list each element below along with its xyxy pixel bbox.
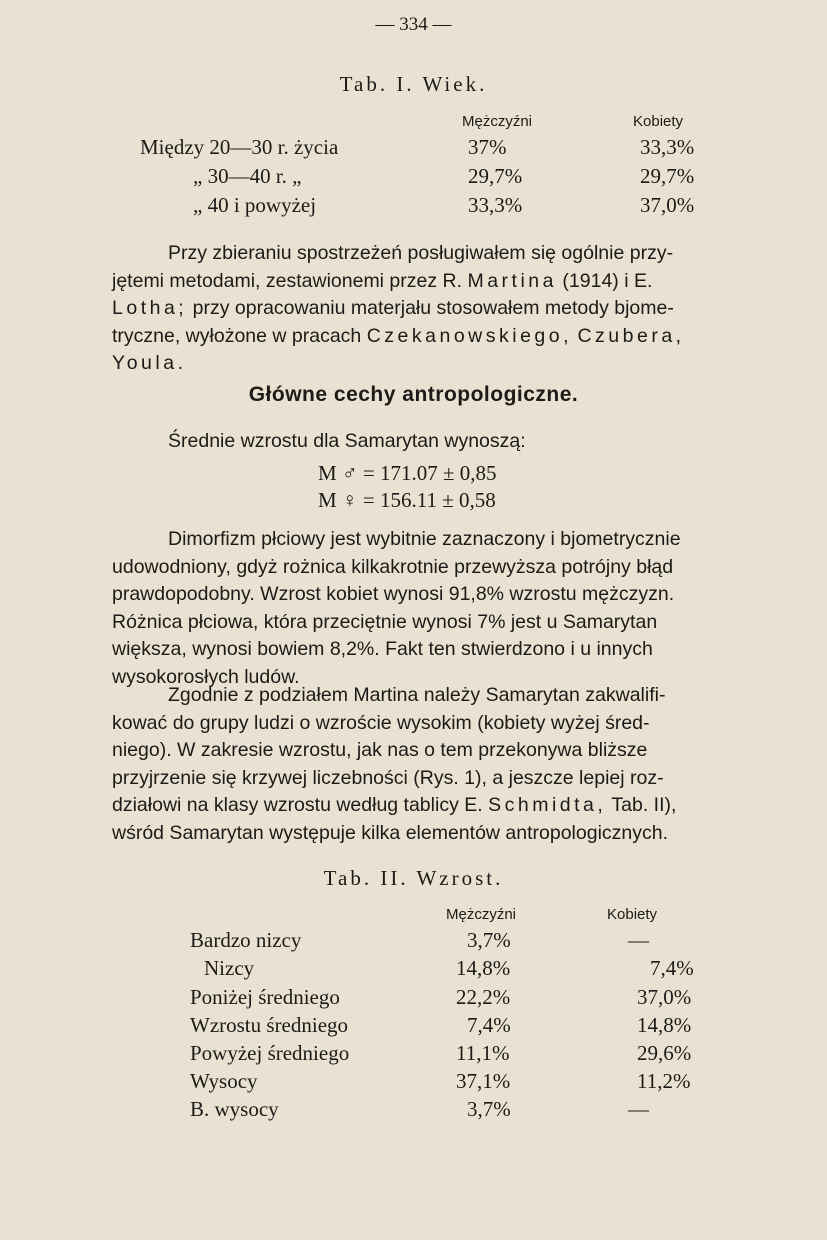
text-line: Średnie wzrostu dla Samarytan wynoszą: xyxy=(168,430,526,452)
table1-row xyxy=(0,164,827,192)
text-line xyxy=(112,295,750,323)
table2-row xyxy=(0,928,827,956)
table2-row xyxy=(0,1041,827,1069)
table2-row-men: 3,7% xyxy=(467,1097,511,1121)
text-segment: jętemi metodami, zestawionemi przez R. xyxy=(112,269,463,292)
table2-title: Tab. II. Wzrost. xyxy=(323,866,504,890)
author-name: Czekanowskiego, xyxy=(366,324,573,347)
table2-row-label: Poniżej średniego xyxy=(190,985,340,1009)
table2-row-men: 3,7% xyxy=(467,928,511,952)
text-line xyxy=(112,323,750,351)
text-line xyxy=(112,268,750,296)
text-line: Zgodnie z podziałem Martina należy Samarytan zakwalifi- xyxy=(168,684,666,706)
table2-row xyxy=(0,956,827,984)
text-line: przyjrzenie się krzywej liczebności (Rys. 1), a jeszcze lepiej roz- xyxy=(112,766,664,789)
table1-row-men: 29,7% xyxy=(468,164,523,188)
table1-row-women: 33,3% xyxy=(640,135,695,159)
formula-men: M ♂ = 171.07 ± 0,85 xyxy=(318,461,497,485)
table2-row-label: Wysocy xyxy=(190,1069,258,1093)
table2-row-label: Powyżej średniego xyxy=(190,1041,350,1065)
table1-title: Tab. I. Wiek. xyxy=(339,72,488,96)
table2-row-label: B. wysocy xyxy=(190,1097,279,1121)
table2-row-label: Wzrostu średniego xyxy=(190,1013,349,1037)
text-segment: przy opracowaniu materjału stosowałem metody bjome- xyxy=(192,297,674,319)
text-line: Przy zbieraniu spostrzeżeń posługiwałem się ogólnie przy- xyxy=(168,242,674,264)
formula-women: M ♀ = 156.11 ± 0,58 xyxy=(318,488,496,512)
dimorphism-paragraph xyxy=(112,526,750,691)
text-line: kować do grupy ludzi o wzroście wysokim (kobiety wyżej śred- xyxy=(112,711,650,734)
table2-row-women: 29,6% xyxy=(637,1041,692,1065)
text-line: prawdopodobny. Wzrost kobiet wynosi 91,8% wzrostu mężczyzn. xyxy=(112,583,675,605)
author-name: Czubera, xyxy=(577,324,685,347)
table2-row-women: — xyxy=(628,928,649,952)
text-segment: Tab. II), xyxy=(611,794,677,816)
table1-row-women: 37,0% xyxy=(640,193,695,217)
text-line: udowodniony, gdyż rożnica kilkakrotnie przewyższa potrójny błąd xyxy=(112,555,674,578)
table2-row-men: 7,4% xyxy=(467,1013,511,1037)
text-line: Różnica płciowa, która przeciętnie wynosi 7% jest u Samarytan xyxy=(112,610,658,633)
table2-row xyxy=(0,985,827,1013)
table1-row-label: Między 20—30 r. życia xyxy=(140,135,339,159)
table2-row-men: 14,8% xyxy=(456,956,511,980)
classification-paragraph xyxy=(112,682,750,847)
text-line: wysokorosłych ludów. xyxy=(112,665,300,688)
table2-row-men: 37,1% xyxy=(456,1069,511,1093)
text-segment: tryczne, wyłożone w pracach xyxy=(112,324,362,347)
table2-row-women: 7,4% xyxy=(650,956,694,980)
text-line: Dimorfizm płciowy jest wybitnie zaznaczony i bjometrycznie xyxy=(168,528,681,550)
methods-paragraph xyxy=(112,240,750,378)
page-number: — 334 — xyxy=(375,14,452,35)
table2-col-men: Mężczyźni xyxy=(446,906,517,923)
table1-row-label: „ 30—40 r. „ xyxy=(193,164,302,188)
text-segment: (1914) i E. xyxy=(562,269,653,292)
table2-row xyxy=(0,1013,827,1041)
table1-row xyxy=(0,193,827,221)
table2-row-women: — xyxy=(628,1097,649,1121)
text-line xyxy=(112,792,750,820)
table1-row-women: 29,7% xyxy=(640,164,695,188)
section-heading: Główne cechy antropologiczne. xyxy=(248,383,579,406)
author-name: Martina xyxy=(467,269,557,292)
table2-row xyxy=(0,1069,827,1097)
table1-row-men: 37% xyxy=(468,135,507,159)
table1-row-men: 33,3% xyxy=(468,193,523,217)
text-line: większa, wynosi bowiem 8,2%. Fakt ten stwierdzono i u innych xyxy=(112,638,653,660)
table1-col-women: Kobiety xyxy=(633,113,684,130)
table2-row-label: Bardzo nizcy xyxy=(190,928,302,952)
table2-row-women: 14,8% xyxy=(637,1013,692,1037)
table2-row-women: 11,2% xyxy=(637,1069,691,1093)
table2-row-women: 37,0% xyxy=(637,985,692,1009)
table2-row xyxy=(0,1097,827,1125)
author-name: Schmidta, xyxy=(488,794,607,816)
author-name: Lotha; xyxy=(112,297,188,319)
table2-row-men: 22,2% xyxy=(456,985,511,1009)
table2-row-men: 11,1% xyxy=(456,1041,510,1065)
text-line: niego). W zakresie wzrostu, jak nas o tem przekonywa bliższe xyxy=(112,739,648,761)
text-line: wśród Samarytan występuje kilka elementów antropologicznych. xyxy=(112,821,669,844)
stature-intro xyxy=(112,428,750,456)
table1-col-men: Mężczyźni xyxy=(462,113,533,130)
text-line xyxy=(112,350,750,378)
author-name: Youla. xyxy=(112,352,187,374)
table1-row xyxy=(0,135,827,163)
text-segment: działowi na klasy wzrostu według tablicy E. xyxy=(112,794,483,816)
table2-col-women: Kobiety xyxy=(607,906,658,923)
table2-row-label: Nizcy xyxy=(204,956,255,980)
table1-row-label: „ 40 i powyżej xyxy=(193,193,317,217)
